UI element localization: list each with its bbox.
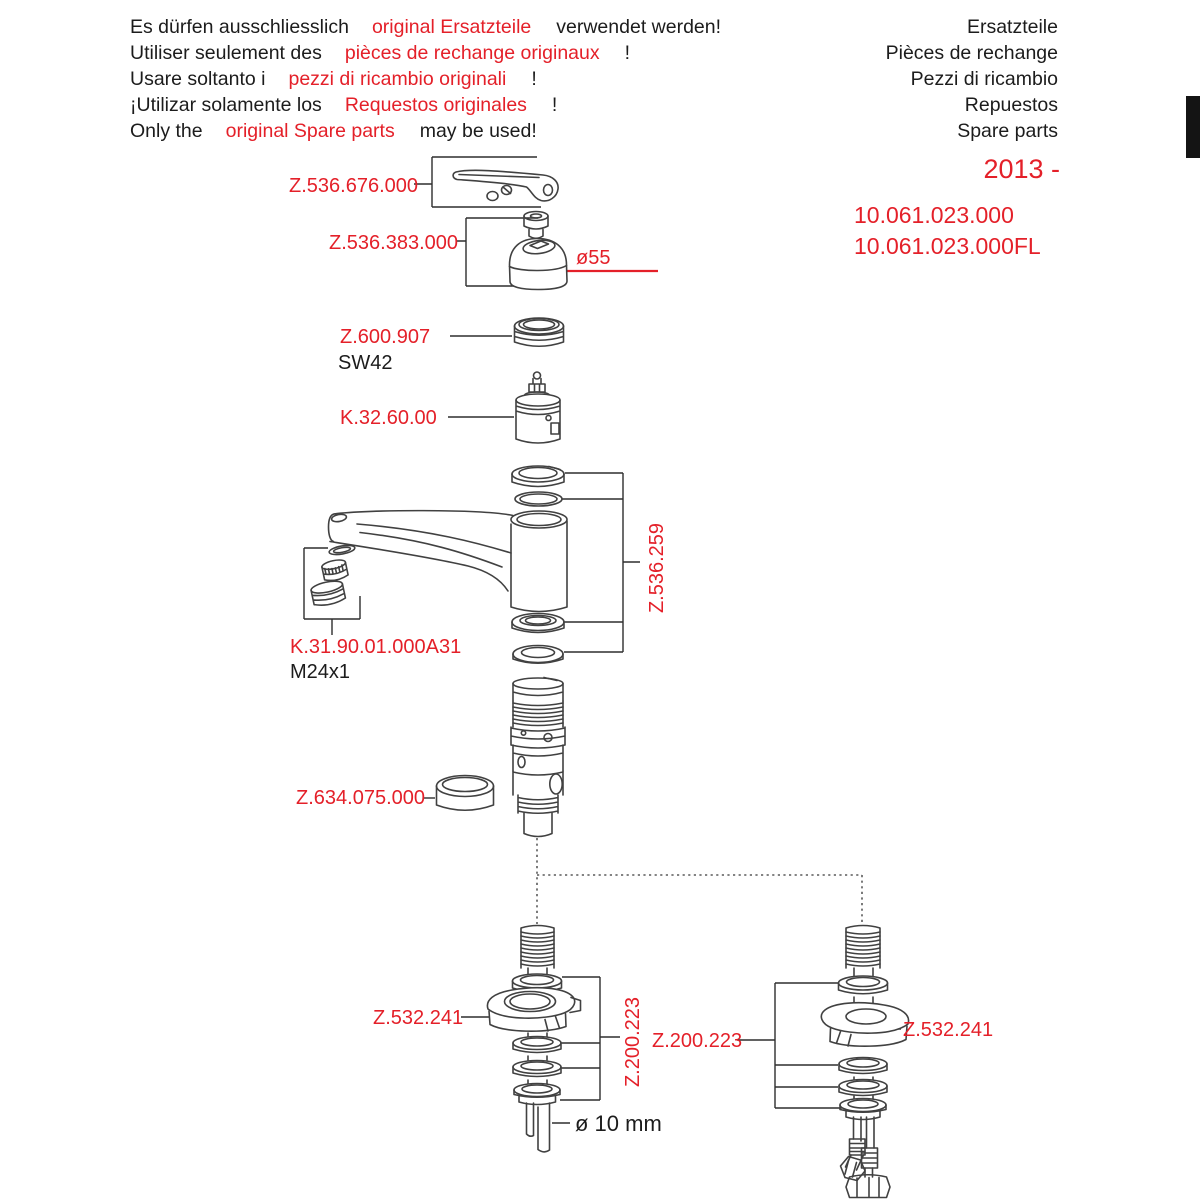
mounting-bracket-left-label: Z.532.241 [373,1007,464,1029]
ring-nut-size-label: SW42 [338,352,393,374]
notice-highlight: original Spare parts [225,120,395,142]
lever-handle-drawing [453,170,558,201]
right-fixing-bracket [775,983,842,1108]
left-shank-drawing [487,926,580,1152]
spout-bracket [562,473,640,652]
alignment-dotted-lines [537,838,862,924]
model-number: 10.061.023.000 [854,202,1014,228]
fixing-set-vertical-label: Z.200.223 [622,996,644,1088]
right-shank-drawing [821,926,908,1198]
aerator-thread-label: M24x1 [290,661,351,683]
notice-text: Utiliser seulement des [130,42,322,64]
faucet-body-drawing [511,678,565,837]
notice-text: ¡Utilizar solamente los [130,94,322,116]
lever-code-label: Z.536.676.000 [289,175,418,197]
heading-de: Ersatzteile [966,16,1058,38]
heading-it: Pezzi di ricambio [910,68,1058,90]
model-number: 10.061.023.000FL [854,233,1041,259]
notice-text: Usare soltanto i [130,68,266,90]
base-ring-code-label: Z.634.075.000 [296,787,425,809]
spout-drawing [329,466,568,663]
ring-nut-code-label: Z.600.907 [340,326,431,348]
mounting-bracket-right-label: Z.532.241 [903,1019,994,1041]
shank-diameter-label: ø 10 mm [575,1111,662,1136]
ring-nut-drawing [515,318,564,346]
heading-en: Spare parts [957,120,1058,142]
base-ring-drawing [437,776,494,811]
cartridge-code-label: K.32.60.00 [340,407,437,429]
notice-text: ! [531,68,537,90]
notice-text: Only the [130,120,203,142]
notice-highlight: pièces de rechange originaux [344,42,600,64]
heading-fr: Pièces de rechange [885,42,1058,64]
cap-diameter-label: ø55 [576,247,611,269]
aerator-code-label: K.31.90.01.000A31 [290,636,462,658]
cap-code-label: Z.536.383.000 [329,232,458,254]
aerator-drawing [310,544,355,608]
notice-text: may be used! [419,120,537,142]
notice-highlight: Requestos originales [344,94,527,116]
notice-text: ! [551,94,558,116]
notice-text: Es dürfen ausschliesslich [130,16,349,38]
heading-es: Repuestos [964,94,1058,116]
spout-code-label: Z.536.259 [646,522,668,614]
cartridge-drawing [516,372,560,443]
lever-bracket [414,157,541,207]
year-range: 2013 - [983,154,1060,184]
cap-drawing [510,212,568,290]
notice-highlight: original Ersatzteile [371,16,532,38]
fixing-set-label: Z.200.223 [652,1030,743,1052]
notice-highlight: pezzi di ricambio originali [288,68,507,90]
notice-text: verwendet werden! [556,16,722,38]
notice-text: ! [624,42,631,64]
